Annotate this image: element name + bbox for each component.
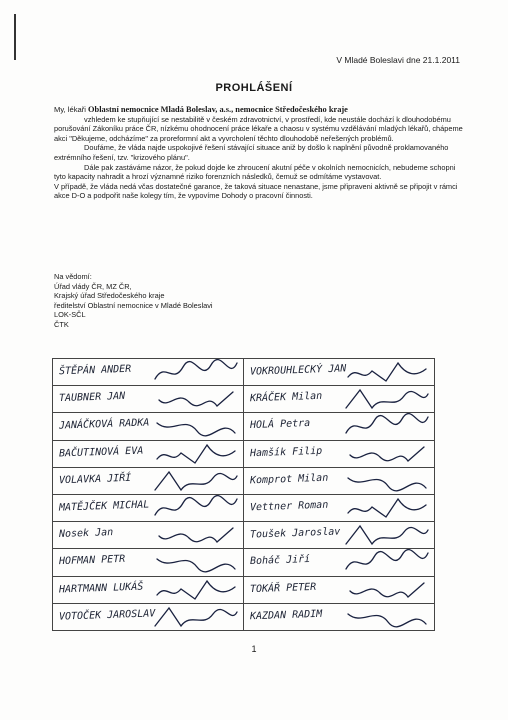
signature-scribble [342, 386, 432, 413]
signature-cell [53, 386, 244, 413]
page-number: 1 [251, 644, 257, 654]
signature-cell [244, 386, 435, 413]
handwritten-name: VOLAVKA JIŘÍ [58, 472, 132, 487]
signature-scribble [342, 413, 432, 440]
signature-cell [53, 413, 244, 440]
notice-line: Krajský úřad Středočeského kraje [54, 291, 165, 301]
signature-scribble [151, 495, 241, 522]
signature-cell [244, 468, 435, 495]
signature-cell [244, 359, 435, 386]
handwritten-name: KAZDAN RADIM [249, 608, 323, 623]
declaration-body [54, 105, 468, 201]
intro-paragraph [54, 105, 468, 115]
date-line: V Mladé Boleslavi dne 21.1.2011 [336, 55, 460, 65]
handwritten-name: JANÁČKOVÁ RADKA [58, 417, 150, 432]
paragraph-2: Doufáme, že vláda najde uspokojivé řešení stávající situace aniž by došlo k naplnění původně proklamovaného extrémního řešení, tzv. "krizového plánu". [54, 143, 449, 162]
signature-scribble [151, 359, 241, 386]
paragraph-3: Dále pak zastáváme názor, že pokud dojde ke zhroucení akutní péče v okolních nemocnicích, nebudeme schopni tyto kapacity nahradit a hrozí významné riziko forenzních následků, čemuž se odmítáme vystavovat. [54, 162, 456, 182]
signature-cell [244, 549, 435, 576]
signature-scribble [151, 468, 241, 495]
handwritten-name: HARTMANN LUKÁŠ [58, 581, 144, 596]
handwritten-name: Vettner Roman [249, 499, 329, 514]
paragraph-1: vzhledem ke stupňující se nestabilitě v českém zdravotnictví, v prostředí, kde neustále dochází k dlouhodobému porušování Zákoníku práce ČR, nízkému ohodnocení práce lékaře a chaosu v systému vzdělávání mladých lékařů, chápeme akci "Děkujeme, odcházíme" za proreformní akt a vyvrcholení těchto dlouhodobě neřešených problémů. [54, 114, 463, 143]
notice-line: ředitelství Oblastní nemocnice v Mladé Boleslavi [54, 300, 213, 310]
signature-cell [244, 441, 435, 468]
signature-scribble [342, 495, 432, 522]
signature-scribble [151, 522, 241, 549]
signature-scribble [342, 522, 432, 549]
paragraph-4: V případě, že vláda nedá včas dostatečné garance, že taková situace nenastane, jsme připraveni aktivně se připojit v rámci akce D-O a podpořit naše kolegy tím, že vypovíme Dohody o pracovní činnosti. [54, 181, 458, 201]
hospital-name: Oblastní nemocnice Mladá Boleslav, a.s., nemocnice Středočeského kraje [88, 105, 348, 114]
signature-cell [53, 359, 244, 386]
signature-scribble [342, 359, 432, 386]
signature-scribble [151, 413, 241, 440]
signature-cell [244, 413, 435, 440]
handwritten-name: HOLÁ Petra [249, 418, 311, 432]
signature-scribble [151, 549, 241, 576]
handwritten-name: TOKÁŘ PETER [249, 581, 317, 595]
handwritten-name: MATĚJČEK MICHAL [58, 499, 150, 514]
signature-scribble [151, 441, 241, 468]
signature-scribble [151, 386, 241, 413]
signature-cell [53, 604, 244, 631]
notice-line: ČTK [54, 319, 69, 329]
signature-scribble [342, 441, 432, 468]
signature-cell [53, 468, 244, 495]
signature-cell [53, 522, 244, 549]
handwritten-name: VOKROUHLECKÝ JAN [249, 363, 347, 378]
signature-scribble [342, 577, 432, 604]
signature-scribble [342, 604, 432, 631]
handwritten-name: HOFMAN PETR [58, 554, 126, 568]
handwritten-name: KRÁČEK Milan [249, 390, 323, 405]
handwritten-name: TAUBNER JAN [58, 391, 126, 405]
signature-cell [244, 604, 435, 631]
handwritten-name: BAČUTINOVÁ EVA [58, 445, 144, 460]
handwritten-name: Toušek Jaroslav [249, 526, 341, 541]
signature-scribble [151, 577, 241, 604]
signature-scribble [342, 468, 432, 495]
signature-cell [53, 441, 244, 468]
notice-line: Úřad vlády ČR, MZ ČR, [54, 281, 132, 291]
handwritten-name: Boháč Jiří [249, 554, 311, 568]
signature-scribble [151, 604, 241, 631]
notice-heading: Na vědomí: [54, 272, 92, 281]
handwritten-name: Nosek Jan [58, 527, 114, 541]
signature-cell [244, 577, 435, 604]
document-title: PROHLÁŠENÍ [215, 82, 293, 94]
signature-cell [53, 577, 244, 604]
signature-cell [244, 495, 435, 522]
signature-cell [244, 522, 435, 549]
signature-cell [53, 549, 244, 576]
handwritten-name: VOTOČEK JAROSLAV [58, 608, 156, 623]
intro-prefix: My, lékaři [54, 105, 89, 114]
handwritten-name: ŠTĚPÁN ANDER [58, 363, 132, 378]
signature-table [52, 358, 435, 631]
signature-cell [53, 495, 244, 522]
recipients-notice [54, 272, 213, 330]
punch-hole-mark [14, 14, 16, 60]
notice-line: LOK-SČL [54, 310, 86, 320]
handwritten-name: Komprot Milan [249, 472, 329, 487]
handwritten-name: Hamšík Filip [249, 445, 323, 459]
signature-scribble [342, 549, 432, 576]
